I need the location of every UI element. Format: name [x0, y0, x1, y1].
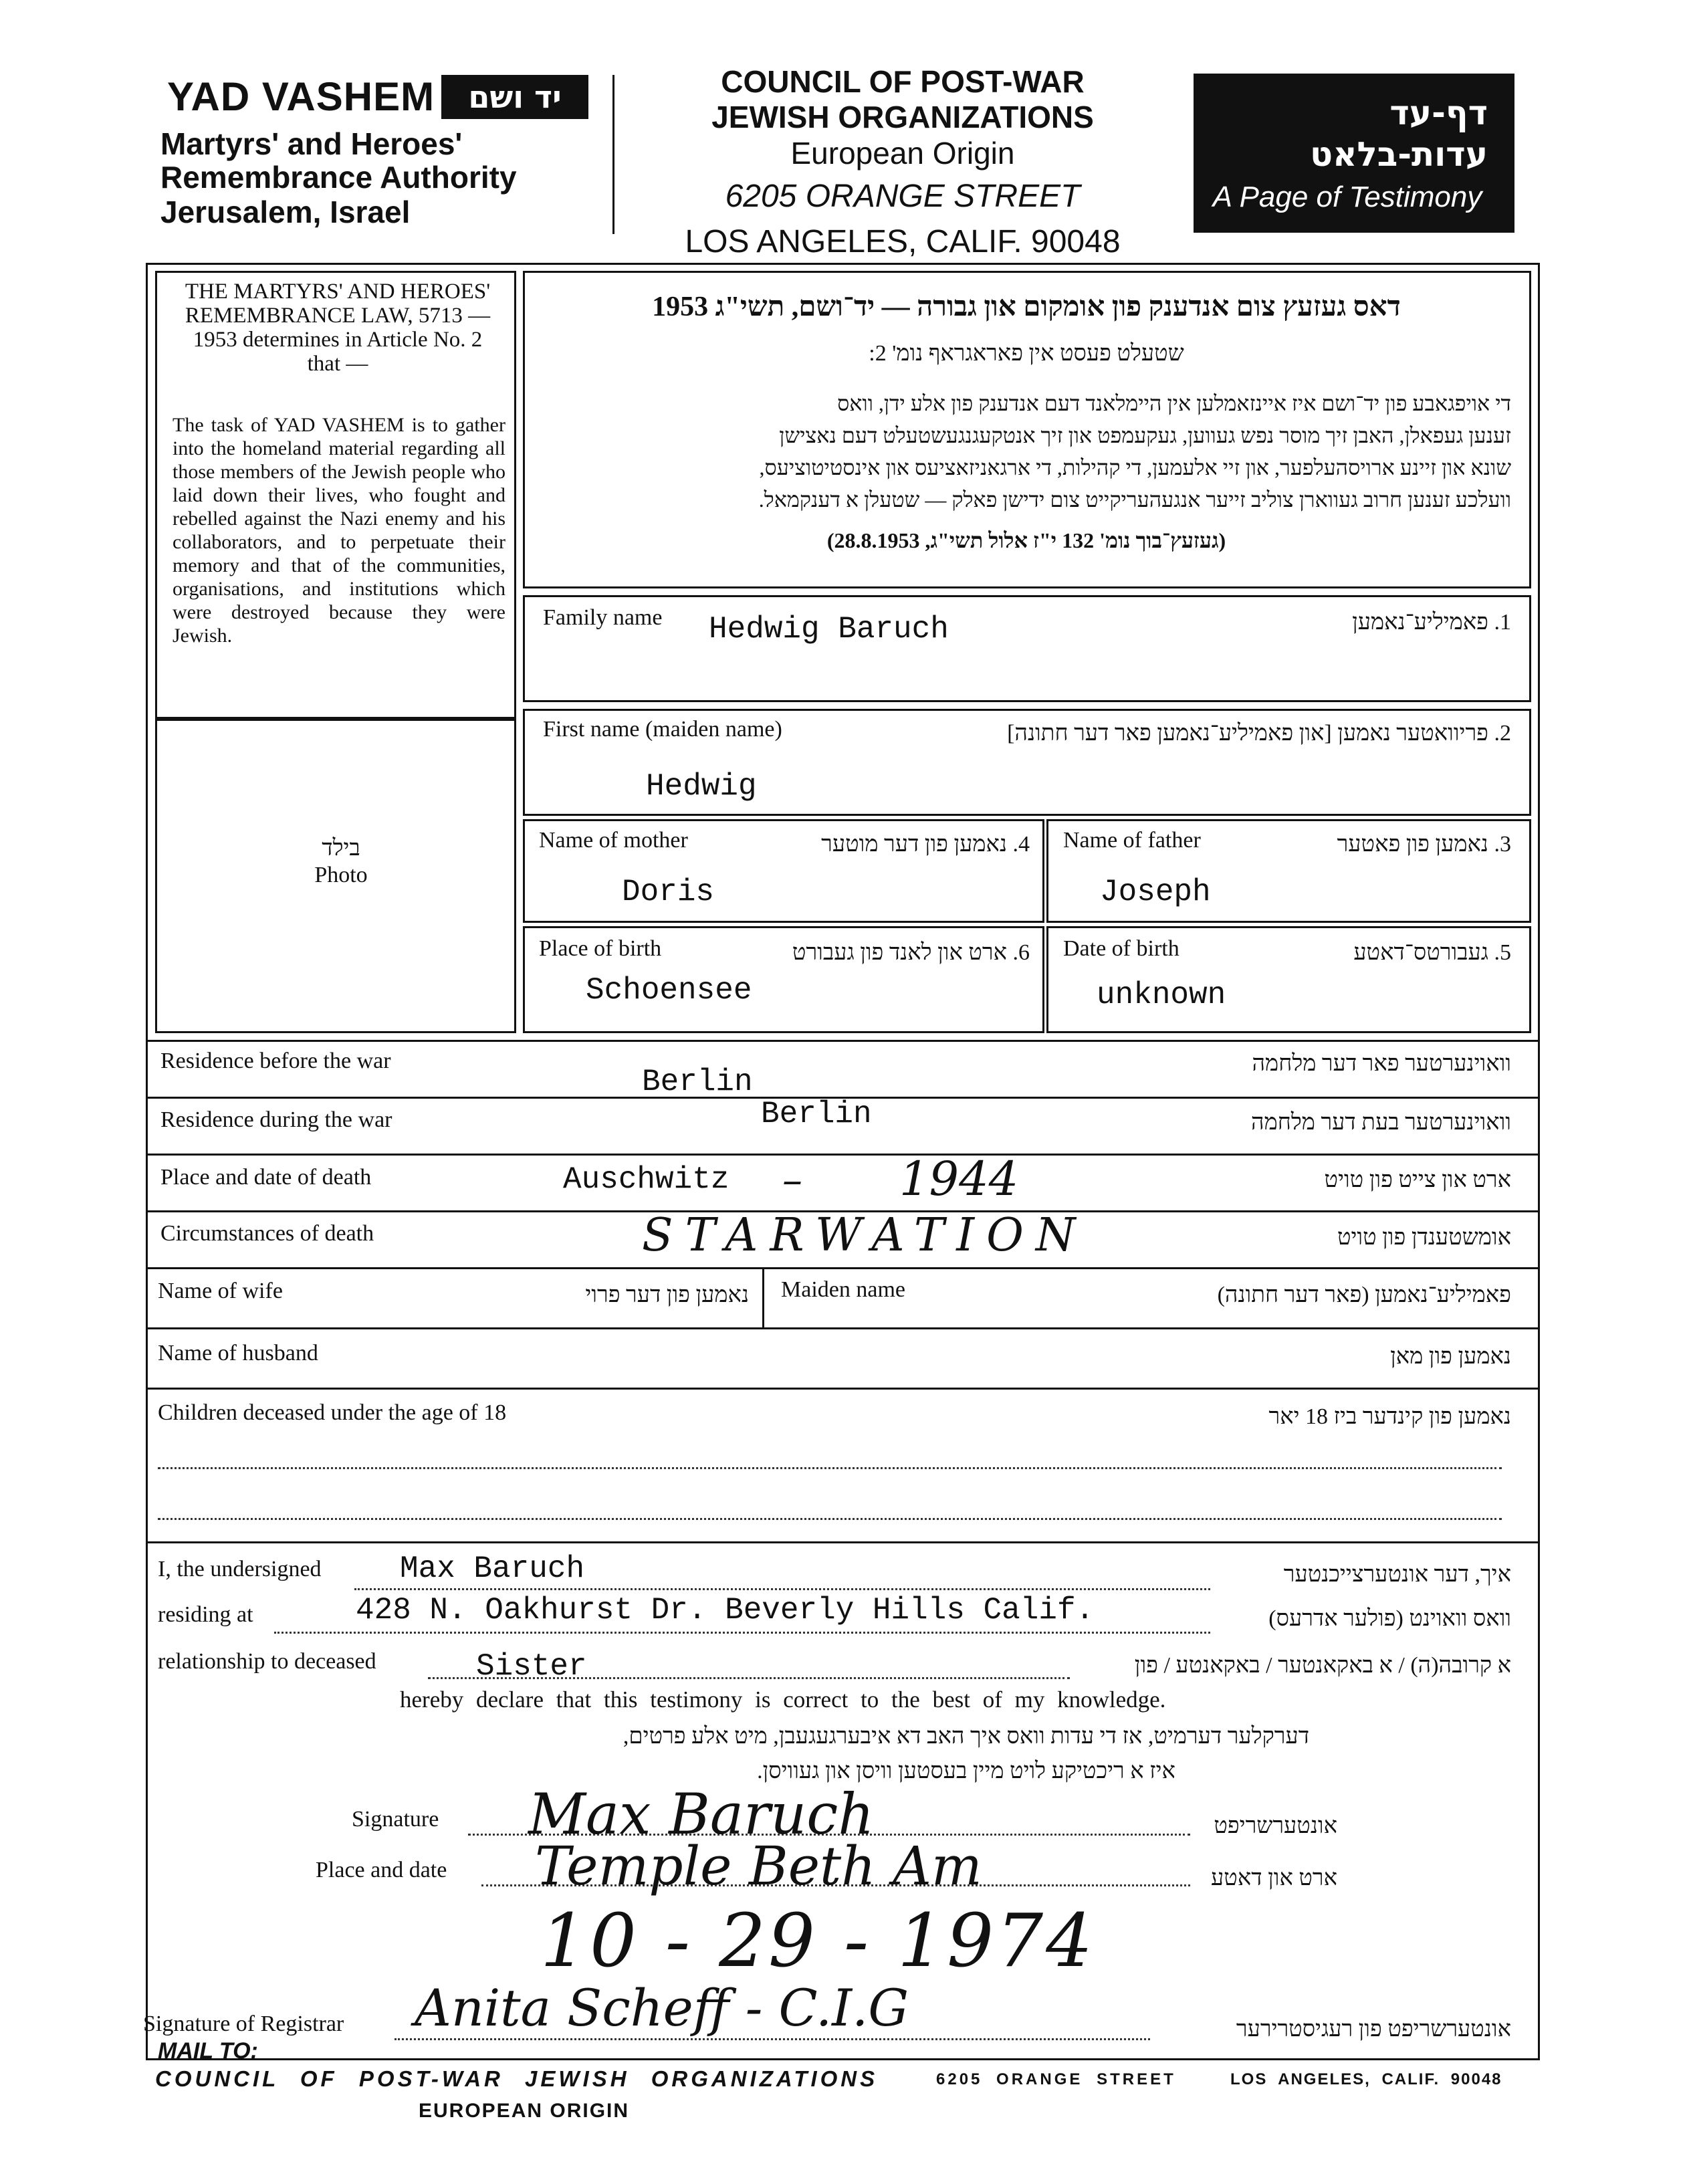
relationship-hebrew: א קרובה(ה) / א באקאנטער / באקאנטע / פון	[1134, 1653, 1511, 1678]
death-place-date-hebrew: ארט און צייט פון טויט	[1324, 1168, 1511, 1192]
yiddish-law-title: דאס געזעץ צום אנדענק פון אומקום און גבורה — יד־ושם, תשי"ג 1953	[652, 292, 1401, 322]
circumstances-label: Circumstances of death	[160, 1221, 374, 1246]
registrar-dots	[395, 2038, 1150, 2040]
undersigned-dots	[354, 1588, 1210, 1590]
husband-hebrew: נאמען פון מאן	[1390, 1344, 1511, 1369]
maiden-label: Maiden name	[781, 1277, 905, 1302]
death-year-value[interactable]: 1944	[899, 1152, 1019, 1206]
wife-hebrew: נאמען פון דער פרוי	[585, 1283, 749, 1307]
council-line-2: JEWISH ORGANIZATIONS	[711, 100, 1094, 134]
council-line-4: 6205 ORANGE STREET	[725, 179, 1081, 214]
residing-label: residing at	[158, 1602, 253, 1627]
first-name-label: First name (maiden name)	[543, 717, 782, 742]
death-place-date-label: Place and date of death	[160, 1165, 372, 1190]
relationship-value[interactable]: Sister	[476, 1649, 587, 1684]
footer-street: 6205 ORANGE STREET	[936, 2070, 1176, 2088]
children-line-2[interactable]	[158, 1518, 1502, 1520]
registrar-value[interactable]: Anita Scheff - C.I.G	[415, 1978, 909, 2038]
yiddish-law-citation: (געזעץ־בוך נומ' 132 י"ז אלול תשי"ג, 28.8.1953)	[826, 528, 1226, 552]
footer-org: COUNCIL OF POST-WAR JEWISH ORGANIZATIONS	[155, 2066, 879, 2091]
photo-label-hebrew: בילד	[322, 836, 360, 861]
mother-hebrew: 4. נאמען פון דער מוטער	[821, 832, 1030, 857]
photo-label: Photo	[314, 863, 368, 887]
residence-during-label: Residence during the war	[160, 1107, 392, 1132]
place-date-label: Place and date	[316, 1858, 447, 1882]
residing-hebrew: וואס וואוינט (פולער אדרעס)	[1268, 1606, 1511, 1631]
birth-date-value[interactable]: unknown	[1097, 978, 1226, 1012]
declaration-hebrew-1: דערקלער דערמיט, אז די עדות וואס איך האב דא איבערגעגעבן, מיט אלע פרטים,	[623, 1724, 1310, 1749]
yiddish-law-line-2: זענען געפאלן, האבן זיך מוסר נפש געווען, געקעמפט און זיך אנטקעגנגעשטעלט דעם נאצישן	[779, 423, 1511, 447]
children-hebrew: נאמען פון קינדער ביז 18 יאר	[1268, 1404, 1511, 1429]
council-line-3: European Origin	[790, 136, 1015, 171]
signature-value[interactable]: Max Baruch	[528, 1781, 875, 1847]
first-name-hebrew: 2. פריוואטער נאמען [און פאמיליע־נאמען פאר דער חתונה]	[1007, 721, 1511, 746]
children-label: Children deceased under the age of 18	[158, 1400, 507, 1425]
banner-hebrew-1: דף-עד	[1389, 94, 1488, 132]
residing-dots	[274, 1632, 1210, 1634]
place-date-hebrew: ארט און דאטע	[1211, 1866, 1337, 1890]
yiddish-law-line-4: וועלכע זענען חרוב געווארן צוליב זייער אנגעהעריקייט צום ידישן פאלק — שטעלן א דענקמאל.	[758, 487, 1511, 512]
circumstances-hebrew: אומשטענדן פון טויט	[1337, 1225, 1511, 1250]
residing-value[interactable]: 428 N. Oakhurst Dr. Beverly Hills Calif.	[356, 1593, 1095, 1628]
mother-value[interactable]: Doris	[622, 875, 715, 909]
registrar-label: Signature of Registrar	[143, 2011, 344, 2036]
children-line-1[interactable]	[158, 1467, 1502, 1469]
birth-place-label: Place of birth	[539, 936, 662, 961]
law-body: The task of YAD VASHEM is to gather into the homeland material regarding all those members of the Jewish people who laid down their lives, who fought and rebelled against the Nazi enemy and his collaborators, and to perpetuate their memory and that of the communities, organisations, and institutions which were destroyed because they were Jewish.	[173, 414, 505, 647]
row-line-6	[147, 1327, 1538, 1329]
residence-before-hebrew: וואוינערטער פאר דער מלחמה	[1252, 1051, 1511, 1076]
residence-during-hebrew: וואוינערטער בעת דער מלחמה	[1251, 1110, 1511, 1135]
row-line-3	[147, 1154, 1538, 1156]
row-line-7	[147, 1388, 1538, 1390]
father-label: Name of father	[1063, 828, 1201, 853]
birth-date-hebrew: 5. געבורטס־דאטע	[1353, 940, 1511, 965]
row-line-1	[147, 1040, 1538, 1042]
council-line-5: LOS ANGELES, CALIF. 90048	[685, 224, 1121, 259]
death-place-value[interactable]: Auschwitz	[563, 1162, 729, 1197]
wife-label: Name of wife	[158, 1279, 283, 1303]
circumstances-value[interactable]: STARWATION	[642, 1209, 1088, 1262]
residence-before-label: Residence before the war	[160, 1049, 391, 1073]
signature-hebrew: אונטערשריפט	[1214, 1814, 1337, 1838]
wife-maiden-divider	[762, 1267, 764, 1327]
footer-city: LOS ANGELES, CALIF. 90048	[1230, 2070, 1502, 2088]
family-name-label: Family name	[543, 605, 663, 630]
death-dash-value: –	[782, 1157, 802, 1204]
yad-vashem-hebrew-logo	[441, 75, 588, 119]
first-name-value[interactable]: Hedwig	[646, 769, 757, 804]
residence-during-value[interactable]: Berlin	[761, 1097, 872, 1131]
header-divider	[612, 75, 614, 234]
undersigned-hebrew: איך, דער אונטערצייכנטער	[1283, 1562, 1511, 1587]
family-name-value[interactable]: Hedwig Baruch	[709, 612, 949, 647]
council-line-1: COUNCIL OF POST-WAR	[721, 64, 1085, 99]
row-line-5	[147, 1267, 1538, 1269]
row-line-8	[147, 1541, 1538, 1543]
yad-vashem-title: YAD VASHEM	[167, 74, 435, 119]
yiddish-law-subtitle: שטעלט פעסט אין פאראגראף נומ' 2:	[869, 341, 1184, 366]
birth-place-value[interactable]: Schoensee	[586, 973, 752, 1008]
banner-hebrew-2: עדות-בלאט	[1310, 135, 1488, 174]
footer-origin: EUROPEAN ORIGIN	[419, 2100, 630, 2122]
relationship-label: relationship to deceased	[158, 1649, 376, 1674]
yad-vashem-hebrew-logo-text: יד ושם	[468, 79, 562, 115]
registrar-hebrew: אונטערשריפט פון רעגיסטרירער	[1236, 2017, 1511, 2042]
yiddish-law-line-1: די אויפגאבע פון יד־ושם איז איינזאמלען אין היימלאנד דעם אנדענק פון אלע ידן, וואס	[837, 391, 1511, 415]
undersigned-label: I, the undersigned	[158, 1557, 322, 1581]
residence-before-value[interactable]: Berlin	[642, 1065, 753, 1099]
father-value[interactable]: Joseph	[1100, 875, 1211, 909]
family-name-hebrew: 1. פאמיליע־נאמען	[1352, 610, 1511, 635]
yad-vashem-subtitle-3: Jerusalem, Israel	[160, 195, 411, 229]
law-heading: THE MARTYRS' AND HEROES' REMEMBRANCE LAW, 5713 — 1953 determines in Article No. 2 that —	[185, 280, 491, 376]
date-value[interactable]: 10 - 29 - 1974	[540, 1898, 1096, 1983]
place-value[interactable]: Temple Beth Am	[535, 1835, 982, 1897]
footer-mail-to: MAIL TO:	[158, 2038, 258, 2064]
declaration-hebrew-2: איז א ריכטיקע לויט מיין בעסטען וויסן און געוויסן.	[757, 1759, 1175, 1783]
maiden-hebrew: פאמיליע־נאמען (פאר דער חתונה)	[1217, 1283, 1511, 1307]
yad-vashem-subtitle-1: Martyrs' and Heroes'	[160, 126, 463, 161]
husband-label: Name of husband	[158, 1341, 318, 1366]
birth-place-hebrew: 6. ארט און לאנד פון געבורט	[792, 940, 1030, 965]
birth-date-label: Date of birth	[1063, 936, 1179, 961]
father-hebrew: 3. נאמען פון פאטער	[1337, 832, 1511, 857]
signature-label: Signature	[352, 1807, 439, 1832]
yiddish-law-line-3: שונא און זיינע ארויסהעלפער, און זיי אלעמען, די קהילות, די ארגאניזאציעס און אינסטיטוציעס,	[759, 455, 1511, 479]
page-of-testimony-banner	[1194, 74, 1514, 233]
banner-title: A Page of Testimony	[1212, 181, 1482, 213]
declaration-english: hereby declare that this testimony is correct to the best of my knowledge.	[400, 1686, 1166, 1713]
yad-vashem-subtitle-2: Remembrance Authority	[160, 160, 517, 195]
undersigned-value[interactable]: Max Baruch	[400, 1551, 585, 1586]
mother-label: Name of mother	[539, 828, 688, 853]
